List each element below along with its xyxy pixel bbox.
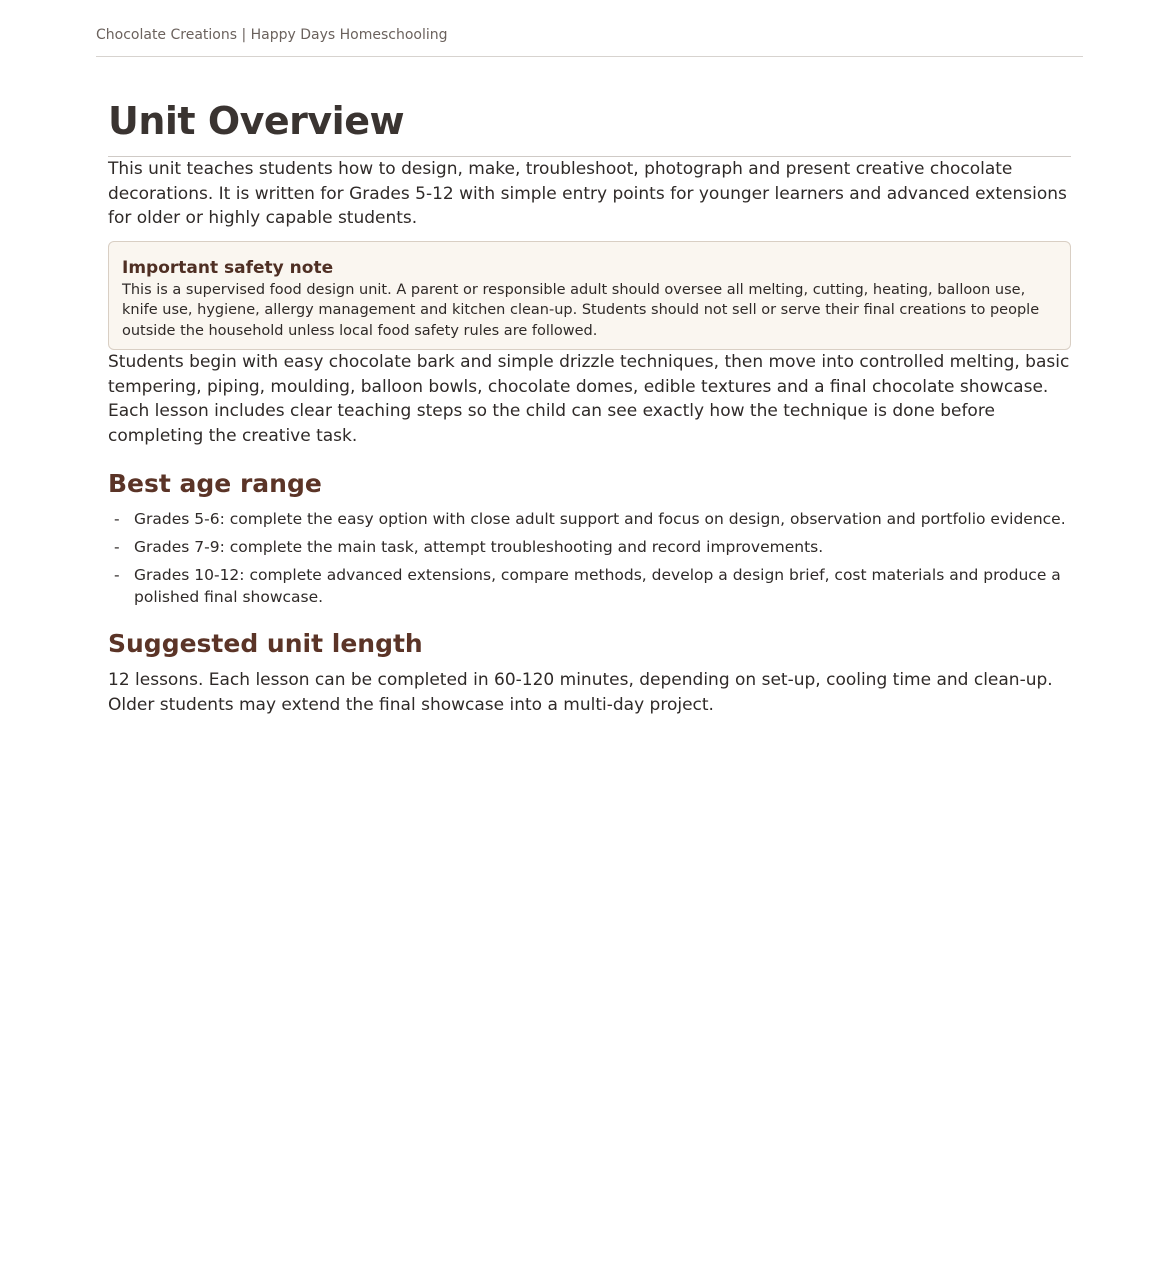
main-content	[108, 96, 1071, 717]
unit-length-paragraph: 12 lessons. Each lesson can be completed in 60-120 minutes, depending on set-up, cooling time and clean-up. Older students may extend the final showcase into a multi-day project.	[108, 670, 1053, 715]
list-item-text: Grades 7-9: complete the main task, attempt troubleshooting and record improvements.	[134, 538, 824, 556]
description-paragraph: Students begin with easy chocolate bark and simple drizzle techniques, then move into controlled melting, basic tempering, piping, moulding, balloon bowls, chocolate domes, edible textures and a final chocolate showcase. Each lesson includes clear teaching steps so the child can see exactly how the technique is done before completing the creative task.	[108, 352, 1070, 446]
page-title: Unit Overview	[108, 96, 1071, 157]
safety-note-box	[108, 241, 1071, 351]
list-item-text: Grades 10-12: complete advanced extensions, compare methods, develop a design brief, cost materials and produce a polished final showcase.	[134, 566, 1061, 606]
list-item-text: Grades 5-6: complete the easy option with close adult support and focus on design, observation and portfolio evidence.	[134, 510, 1066, 528]
page-header	[96, 26, 1083, 57]
breadcrumb: Chocolate Creations | Happy Days Homeschooling	[96, 27, 448, 43]
safety-note-text: This is a supervised food design unit. A parent or responsible adult should oversee all melting, cutting, heating, balloon use, knife use, hygiene, allergy management and kitchen clean-up. Students should not sell or serve their final creations to people outside the household unless local food safety rules are followed.	[122, 281, 1040, 339]
age-range-heading: Best age range	[108, 469, 322, 498]
intro-paragraph: This unit teaches students how to design, make, troubleshoot, photograph and present creative chocolate decorations. It is written for Grades 5-12 with simple entry points for younger learners and advanced extensions for older or highly capable students.	[108, 159, 1067, 228]
unit-length-heading: Suggested unit length	[108, 629, 423, 658]
list-item	[114, 564, 1071, 608]
list-dash: -	[114, 538, 120, 556]
list-item	[114, 508, 1071, 530]
list-item	[114, 536, 1071, 558]
list-dash: -	[114, 566, 120, 584]
safety-note-title: Important safety note	[122, 257, 334, 278]
list-dash: -	[114, 510, 120, 528]
age-range-list	[108, 508, 1071, 608]
